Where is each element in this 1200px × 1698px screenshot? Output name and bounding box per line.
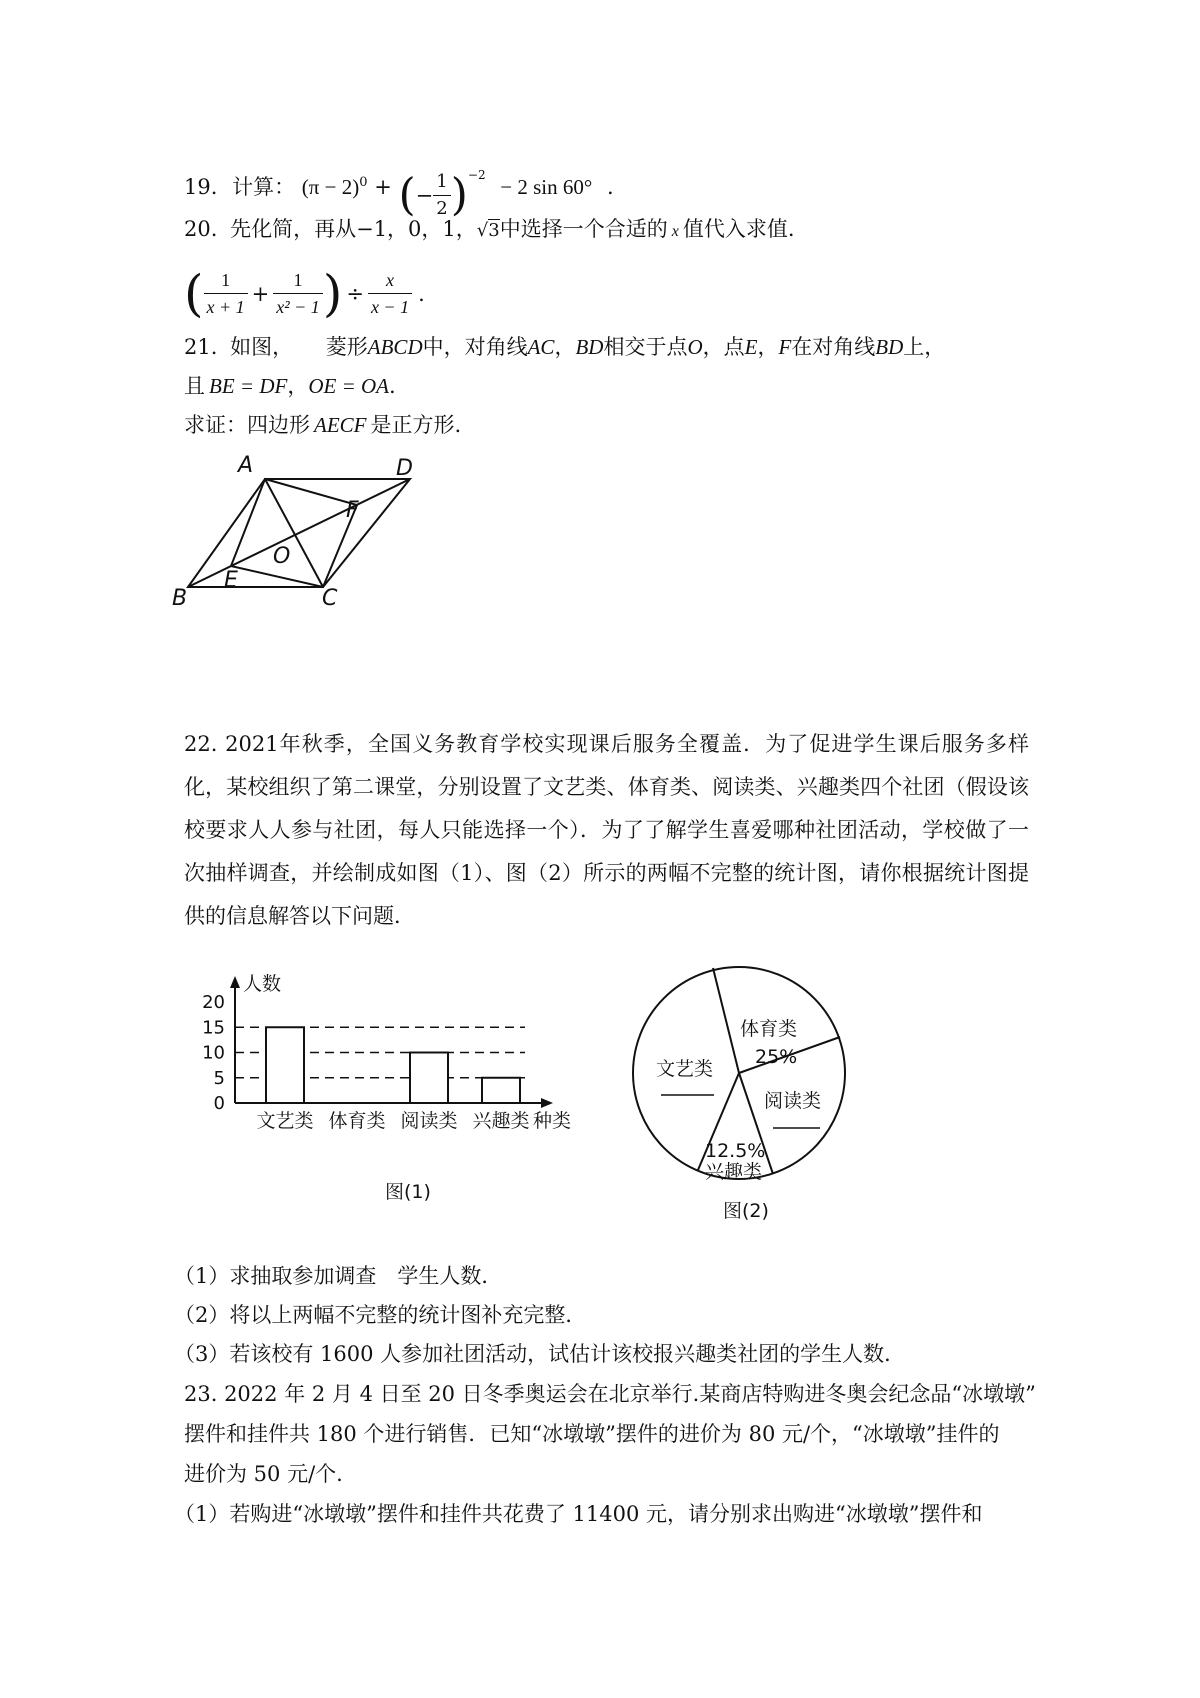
q19-num: 1 (433, 169, 450, 196)
q20-f2-den: x² − 1 (276, 297, 320, 317)
q20-f3-den: x − 1 (370, 297, 410, 317)
q21-text: 在对角线 (791, 335, 876, 359)
bar-1 (266, 1027, 304, 1103)
q23-line3: 进价为 50 元/个. (184, 1462, 343, 1486)
pie-chart-caption: 图(2) (723, 1200, 769, 1222)
label-f: F (346, 498, 359, 523)
q21-text: 相交于点 (603, 335, 688, 359)
x-tick-label: 体育类 (328, 1110, 386, 1132)
diagonal-bd (188, 479, 410, 587)
q23-line2: 摆件和挂件共 180 个进行销售．已知“冰墩墩”摆件的进价为 80 元/个，“冰墩墩”挂件的 (184, 1422, 1000, 1446)
pie-label-tiyu-pct: 25% (755, 1046, 798, 1068)
q19-tail: − 2 sin 60° (500, 175, 593, 199)
q20-div: ÷ (346, 281, 364, 306)
q20-line1 (184, 215, 795, 246)
label-d: D (396, 456, 413, 481)
pie-label-tiyu: 体育类 (740, 1018, 798, 1040)
q21-text: 求证：四边形 (184, 413, 310, 437)
q21-bd: BD (875, 335, 904, 359)
q21-e: E (744, 335, 758, 359)
y-axis-label: 人数 (243, 973, 282, 995)
pie-chart (628, 965, 918, 1220)
y-tick-label: 15 (202, 1017, 225, 1039)
q19-neg: − (415, 183, 434, 208)
q21-text: ， (757, 335, 779, 359)
q19-number: 19. (184, 175, 218, 199)
pie-label-xingqu-pct: 12.5% (705, 1140, 766, 1162)
q21-text: ，点 (702, 335, 745, 359)
q20-end: . (418, 281, 425, 306)
q20-f3-num: x (368, 267, 412, 294)
label-o: O (273, 544, 291, 569)
q20-expression: ( $\frac{1}{x + 1}$ + $\frac{1}{\text{x² − 1}}$ ) ÷ $\frac{x}{x - 1}$ . (184, 264, 425, 323)
pie-divider-top (713, 968, 739, 1073)
rhombus-figure (172, 453, 480, 675)
q21-text: ， (554, 335, 576, 359)
y-axis-arrow (230, 976, 240, 988)
x-axis-arrow (541, 1098, 553, 1108)
q23-line1: 23. 2022 年 2 月 4 日至 20 日冬季奥运会在北京举行.某商店特购进冬奥会纪念品“冰墩墩” (184, 1382, 1036, 1406)
x-tick-label: 阅读类 (400, 1110, 458, 1132)
q21-aecf: AECF (314, 413, 367, 437)
q20-text-a: 先化简，再从−1，0，1， (230, 217, 477, 241)
y-tick-label: 5 (213, 1067, 225, 1089)
q21-text: 中，对角线 (422, 335, 528, 359)
label-c: C (322, 586, 338, 611)
q21-text: 上， (903, 335, 946, 359)
x-tick-label: 文艺类 (256, 1110, 314, 1132)
q19-plus: + (374, 175, 392, 199)
q21-line3 (184, 411, 461, 439)
label-a: A (238, 453, 254, 478)
q19-paren-expr: (− $\frac{1}{2}$ )$^{-2}$ (398, 168, 486, 221)
q21-abcd: ABCD (367, 335, 423, 359)
q21-cond2: OE = OA (308, 374, 389, 398)
y-tick-label: 0 (213, 1093, 225, 1114)
q21-text: 是正方形. (370, 413, 462, 437)
sqrt-icon: √ (476, 220, 489, 241)
q21-o: O (687, 335, 703, 359)
q22-sub1: （1）求抽取参加调查 学生人数． (174, 1264, 503, 1288)
q23-line4: （1）若购进“冰墩墩”摆件和挂件共花费了 11400 元，请分别求出购进“冰墩墩”摆件和 (174, 1502, 983, 1526)
q21-text: 如图， (230, 335, 294, 359)
q19-label: 计算： (232, 175, 296, 199)
q21-text: ， (287, 374, 309, 398)
q21-ac: AC (527, 335, 555, 359)
label-e: E (224, 568, 238, 593)
y-tick-label: 20 (202, 992, 225, 1013)
q20-f1-den: x + 1 (206, 297, 245, 317)
diagonal-ac (265, 479, 323, 587)
q21-cond1: BE = DF (209, 374, 288, 398)
q21-number: 21. (184, 335, 218, 359)
pie-label-xingqu: 兴趣类 (705, 1161, 763, 1183)
label-b: B (172, 586, 188, 611)
bar-4 (482, 1078, 520, 1103)
q19-den: 2 (436, 198, 448, 219)
q20-number: 20. (184, 217, 218, 241)
bar-chart (195, 960, 645, 1210)
q22-paragraph: 22. 2021年秋季，全国义务教育学校实现课后服务全覆盖．为了促进学生课后服务多样化，某校组织了第二课堂，分别设置了文艺类、体育类、阅读类、兴趣类四个社团（假设该校要求人人参与社团，每人只能选择一个）．为了了解学生喜爱哪种社团活动，学校做了一次抽样调查，并绘制成如图（1）、图（2）所示的两幅不完整的统计图，请你根据统计图提供的信息解答以下问题． (184, 732, 1029, 928)
q21-bd: BD (575, 335, 604, 359)
q21-line1 (184, 333, 945, 361)
q19-exp-neg2: −2 (467, 168, 486, 182)
bar-3 (410, 1053, 448, 1104)
q19-exp0: 0 (359, 175, 368, 190)
q20-f2-num: 1 (273, 267, 323, 294)
q19 (184, 155, 614, 221)
q21-f: F (778, 335, 792, 359)
q21-text: . (389, 374, 396, 398)
q21-text: 菱形 (325, 335, 368, 359)
q20-text-c: 值代入求值. (682, 217, 795, 241)
x-axis-label: 种类 (533, 1110, 572, 1132)
q19-end: . (606, 175, 614, 199)
pie-label-yuedu: 阅读类 (764, 1090, 822, 1112)
y-tick-label: 10 (202, 1042, 225, 1064)
q20-f1-num: 1 (204, 267, 248, 294)
q21-line2 (184, 372, 396, 400)
bar-chart-caption: 图(1) (385, 1181, 431, 1203)
q20-text-b: 中选择一个合适的 (499, 217, 668, 241)
q22-sub3: （3）若该校有 1600 人参加社团活动，试估计该校报兴趣类社团的学生人数． (174, 1342, 906, 1366)
q19-expr-a: (π − 2) (301, 175, 360, 199)
q20-sqrt-arg: 3 (488, 220, 500, 241)
q20-plus: + (251, 281, 270, 306)
q22-sub2: （2）将以上两幅不完整的统计图补充完整． (174, 1303, 587, 1327)
x-tick-label: 兴趣类 (472, 1110, 530, 1132)
q21-text: 且 (184, 374, 205, 398)
pie-label-wenyi: 文艺类 (656, 1058, 714, 1080)
q20-var: x (671, 223, 679, 240)
